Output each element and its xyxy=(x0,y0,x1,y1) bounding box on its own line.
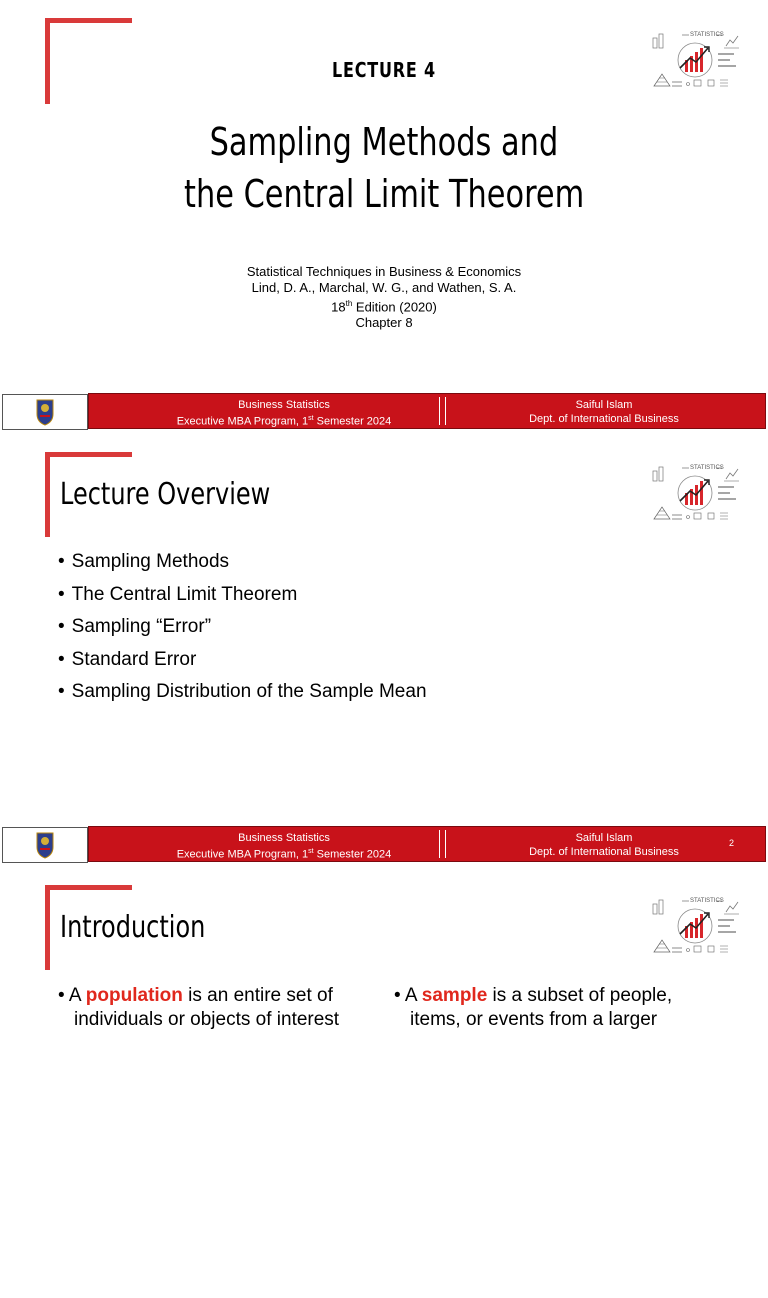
textbook-reference xyxy=(0,264,768,331)
illustration-label: STATISTICS xyxy=(690,32,724,38)
overview-list xyxy=(58,546,427,709)
sample-definition: • A sample is a subset of people, items, or events from a larger xyxy=(394,985,673,1030)
main-title-line-2: the Central Limit Theorem xyxy=(183,172,585,216)
list-item: • Standard Error xyxy=(58,644,427,677)
main-title-line-1: Sampling Methods and xyxy=(209,120,559,164)
book-authors: Lind, D. A., Marchal, W. G., and Wathen, S. A. xyxy=(251,280,517,295)
population-definition: • A population is an entire set of individuals or objects of interest xyxy=(58,985,340,1030)
illustration-label: STATISTICS xyxy=(690,898,724,904)
footer-author: Saiful Islam xyxy=(575,399,633,411)
lecture-label: LECTURE 4 xyxy=(332,58,436,82)
overview-slide xyxy=(0,433,768,865)
footer-author: Saiful Islam xyxy=(575,832,633,844)
list-item: • Sampling Distribution of the Sample Mean xyxy=(58,676,427,709)
slide-footer xyxy=(0,393,768,429)
footer-course: Business Statistics xyxy=(238,832,330,844)
page-number: 2 xyxy=(729,838,735,848)
university-crest-icon xyxy=(36,831,54,859)
footer-course: Business Statistics xyxy=(238,399,330,411)
illustration-label: STATISTICS xyxy=(690,465,724,471)
book-chapter: Chapter 8 xyxy=(355,315,413,331)
footer-program: Executive MBA Program, 1st Semester 2024 xyxy=(176,848,392,861)
university-logo xyxy=(2,827,88,863)
footer-divider xyxy=(439,830,446,858)
slide-title: Lecture Overview xyxy=(60,477,271,512)
introduction-slide xyxy=(0,866,768,1298)
highlight-term: population xyxy=(85,985,183,1006)
title-slide xyxy=(0,0,768,432)
main-title xyxy=(0,116,768,220)
book-title: Statistical Techniques in Business & Economics xyxy=(246,264,522,279)
book-edition: 18th Edition (2020) xyxy=(331,299,437,315)
footer-program: Executive MBA Program, 1st Semester 2024 xyxy=(176,415,392,428)
list-item: • The Central Limit Theorem xyxy=(58,579,427,612)
statistics-illustration xyxy=(652,463,740,521)
highlight-term: sample xyxy=(421,985,488,1006)
slide-title: Introduction xyxy=(60,910,206,945)
footer-divider xyxy=(439,397,446,425)
footer-dept: Dept. of International Business xyxy=(529,846,679,858)
slide-footer xyxy=(0,826,768,862)
statistics-illustration xyxy=(652,896,740,954)
list-item: • Sampling Methods xyxy=(58,546,427,579)
list-item: • Sampling “Error” xyxy=(58,611,427,644)
university-logo xyxy=(2,394,88,430)
university-crest-icon xyxy=(36,398,54,426)
footer-dept: Dept. of International Business xyxy=(529,413,679,425)
